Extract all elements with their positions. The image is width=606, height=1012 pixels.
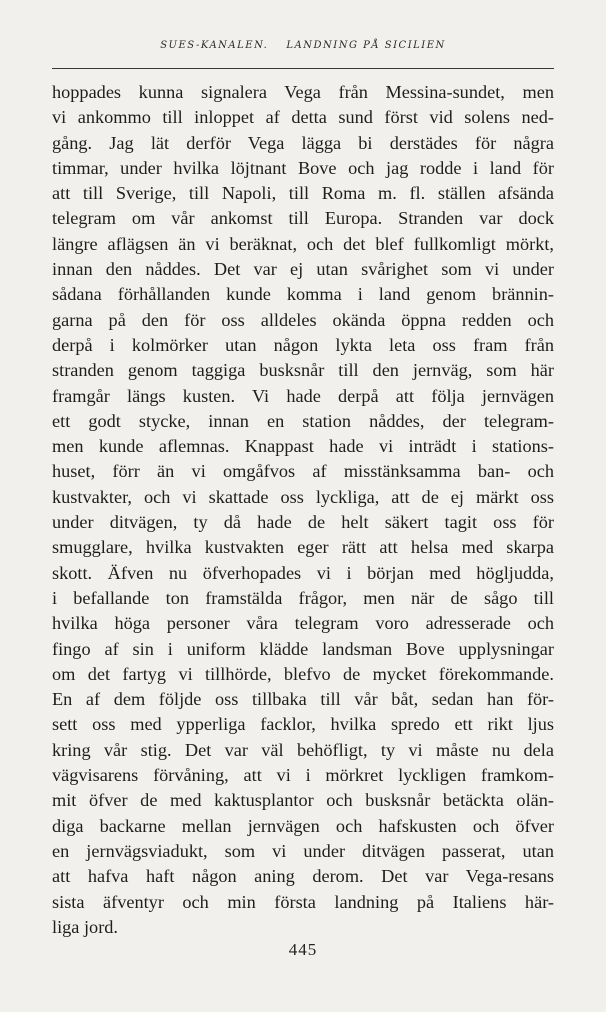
- running-head: [52, 40, 554, 51]
- text-line: i befallande ton framstälda frågor, men när de sågo till: [52, 587, 554, 608]
- text-line: timmar, under hvilka löjtnant Bove och jag rodde i land för: [52, 157, 554, 178]
- text-line: längre aflägsen än vi beräknat, och det blef fullkomligt mörkt,: [52, 233, 554, 254]
- text-line: sista äfventyr och min första landning på Italiens här-: [52, 891, 554, 912]
- text-line: liga jord.: [52, 916, 119, 937]
- text-line: gång. Jag lät derför Vega lägga bi derstädes för några: [52, 132, 554, 153]
- text-line: vi ankommo till inloppet af detta sund först vid solens ned-: [52, 107, 554, 128]
- page-number: 445: [288, 940, 318, 959]
- running-head-left: SUES-KANALEN.: [160, 40, 269, 51]
- text-line: men kunde aflemnas. Knappast hade vi inträdt i stations-: [52, 436, 554, 457]
- text-line: att till Sverige, till Napoli, till Roma m. fl. ställen afsända: [52, 183, 554, 204]
- text-line: ett godt stycke, innan en station nåddes, der telegram-: [52, 410, 554, 431]
- text-line: hoppades kunna signalera Vega från Messina-sundet, men: [52, 82, 554, 102]
- text-line: hvilka höga personer våra telegram voro adresserade och: [52, 613, 554, 634]
- text-line: att hafva haft någon aning derom. Det var Vega-resans: [52, 866, 554, 887]
- text-line: diga backarne mellan jernvägen och hafskusten och öfver: [52, 815, 554, 836]
- text-line: fingo af sin i uniform klädde landsman Bove upplysningar: [52, 638, 554, 659]
- text-line: om det fartyg vi tillhörde, blefvo de mycket förekommande.: [52, 663, 554, 684]
- text-line: stranden genom taggiga busksnår till den jernväg, som här: [52, 360, 554, 381]
- text-line: kustvakter, och vi skattade oss lyckliga, att de ej märkt oss: [52, 486, 554, 507]
- text-line: skott. Äfven nu öfverhopades vi i början med högljudda,: [52, 562, 554, 583]
- text-line: under ditvägen, ty då hade de helt säkert tagit oss för: [52, 512, 554, 533]
- text-line: derpå i kolmörker utan någon lykta leta oss fram från: [52, 334, 554, 355]
- header-rule: [52, 68, 554, 69]
- text-line: mit öfver de med kaktusplantor och busksnår betäckta olän-: [52, 790, 554, 811]
- text-line: smugglare, hvilka kustvakten eger rätt att helsa med skarpa: [52, 537, 554, 558]
- text-line: kring vår stig. Det var väl behöfligt, ty vi måste nu dela: [52, 739, 554, 760]
- text-line: garna på den för oss alldeles okända öppna redden och: [52, 309, 554, 330]
- text-line: telegram om vår ankomst till Europa. Stranden var dock: [52, 208, 554, 229]
- text-line: sådana förhållanden kunde komma i land genom brännin-: [52, 284, 554, 305]
- text-line: vägvisarens förvåning, att vi i mörkret lyckligen framkom-: [52, 765, 554, 786]
- text-line: En af dem följde oss tillbaka till vår båt, sedan han för-: [52, 689, 554, 710]
- running-head-right: LANDNING PÅ SICILIEN: [286, 40, 446, 51]
- text-line: huset, förr än vi omgåfvos af misstänksamma ban- och: [52, 461, 554, 482]
- body-text: [52, 80, 554, 940]
- text-line: sett oss med ypperliga facklor, hvilka spredo ett rikt ljus: [52, 714, 554, 735]
- text-line: en jernvägsviadukt, som vi under ditvägen passerat, utan: [52, 840, 554, 861]
- text-line: framgår längs kusten. Vi hade derpå att följa jernvägen: [52, 385, 554, 406]
- text-line: innan den nåddes. Det var ej utan svårighet som vi under: [52, 259, 554, 280]
